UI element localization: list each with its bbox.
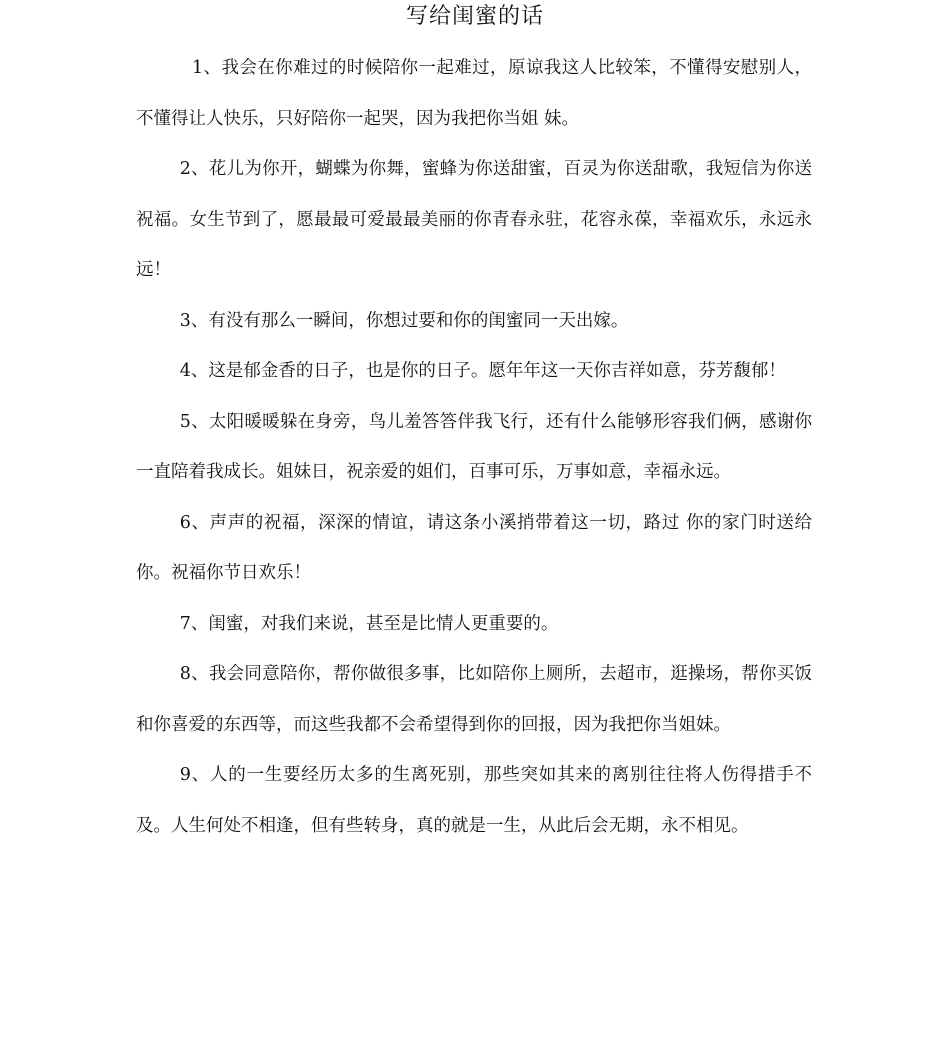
paragraph-3: 3、有没有那么一瞬间，你想过要和你的闺蜜同一天出嫁。 <box>179 310 629 331</box>
paragraph-2: 2、花儿为你开，蝴蝶为你舞，蜜蜂为你送甜蜜，百灵为你送甜歌，我短信为你送祝福。女生节到了，愿最最可爱最最美丽的你青春永驻，花容永葆，幸福欢乐，永远永远！ <box>136 159 812 280</box>
paragraph-1: 1、我会在你难过的时候陪你一起难过，原谅我这人比较笨，不懂得安慰别人，不懂得让人快乐，只好陪你一起哭，因为我把你当姐 妹。 <box>136 58 812 129</box>
document-body <box>136 43 812 851</box>
paragraph-7: 7、闺蜜，对我们来说，甚至是比情人更重要的。 <box>179 613 559 634</box>
paragraph-8: 8、我会同意陪你，帮你做很多事，比如陪你上厕所，去超市，逛操场，帮你买饭和你喜爱的东西等，而这些我都不会希望得到你的回报，因为我把你当姐妹。 <box>136 664 812 735</box>
document-title: 写给闺蜜的话 <box>405 4 544 29</box>
paragraph-5: 5、太阳暖暖躲在身旁，鸟儿羞答答伴我飞行，还有什么能够形容我们俩，感谢你一直陪着我成长。姐妹日，祝亲爱的姐们，百事可乐，万事如意，幸福永远。 <box>136 411 812 482</box>
paragraph-9: 9、人的一生要经历太多的生离死别，那些突如其来的离别往往将人伤得措手不及。人生何处不相逢，但有些转身，真的就是一生，从此后会无期，永不相见。 <box>136 765 812 836</box>
paragraph-4: 4、这是郁金香的日子，也是你的日子。愿年年这一天你吉祥如意，芬芳馥郁！ <box>179 361 786 381</box>
paragraph-6: 6、声声的祝福，深深的情谊，请这条小溪捎带着这一切，路过 你的家门时送给你。祝福你节日欢乐！ <box>136 512 812 583</box>
